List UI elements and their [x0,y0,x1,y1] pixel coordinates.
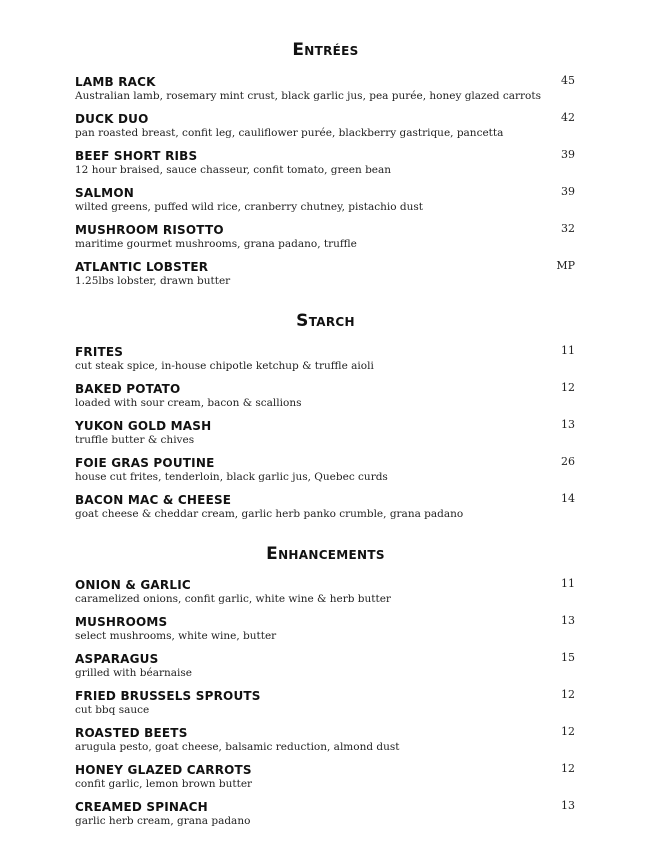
item-name: ONION & GARLIC [75,578,191,592]
menu-item-honey-glazed-carrots [75,763,575,793]
menu-item-foie-gras-poutine [75,456,575,486]
item-description: house cut frites, tenderloin, black garlic jus, Quebec curds [75,471,388,483]
item-price: 39 [561,148,575,161]
item-name: BAKED POTATO [75,382,181,396]
item-name: FRIED BRUSSELS SPROUTS [75,689,261,703]
menu-item-onion-and-garlic [75,578,575,608]
section-title-entr-es: Entrées [292,40,359,60]
item-price: 13 [561,418,575,431]
item-description: loaded with sour cream, bacon & scallions [75,397,302,409]
item-name: ATLANTIC LOBSTER [75,260,209,274]
menu-item-asparagus [75,652,575,682]
item-description: caramelized onions, confit garlic, white wine & herb butter [75,593,391,605]
item-description: truffle butter & chives [75,434,195,446]
item-name: SALMON [75,186,134,200]
item-name: CREAMED SPINACH [75,800,208,814]
item-price: 12 [561,725,575,738]
item-description: cut steak spice, in-house chipotle ketchup & truffle aioli [75,360,374,372]
menu-item-beef-short-ribs [75,149,575,179]
menu-item-bacon-mac-and-cheese [75,493,575,523]
item-description: 12 hour braised, sauce chasseur, confit tomato, green bean [75,164,392,176]
item-price: 45 [561,74,575,87]
item-description: select mushrooms, white wine, butter [75,630,277,642]
menu-item-mushrooms [75,615,575,645]
menu-item-frites [75,345,575,375]
item-price: 39 [561,185,575,198]
section-title-starch: Starch [296,311,355,331]
item-price: 12 [561,762,575,775]
menu-item-atlantic-lobster [75,260,575,290]
item-price: 12 [561,381,575,394]
item-description: goat cheese & cheddar cream, garlic herb panko crumble, grana padano [75,508,464,520]
item-price: 11 [561,577,575,590]
item-description: confit garlic, lemon brown butter [75,778,253,790]
item-name: BEEF SHORT RIBS [75,149,198,163]
menu-item-creamed-spinach [75,800,575,830]
item-name: MUSHROOM RISOTTO [75,223,224,237]
item-description: cut bbq sauce [75,704,150,716]
item-description: pan roasted breast, confit leg, cauliflower purée, blackberry gastrique, pancetta [75,127,504,139]
menu-item-baked-potato [75,382,575,412]
item-name: HONEY GLAZED CARROTS [75,763,252,777]
item-description: maritime gourmet mushrooms, grana padano, truffle [75,238,357,250]
item-description: garlic herb cream, grana padano [75,815,251,827]
item-name: DUCK DUO [75,112,149,126]
item-price: 12 [561,688,575,701]
item-description: grilled with béarnaise [75,667,192,679]
item-description: wilted greens, puffed wild rice, cranberry chutney, pistachio dust [75,201,423,213]
item-price: 15 [561,651,575,664]
menu-item-lamb-rack [75,75,575,105]
item-price: 13 [561,799,575,812]
item-name: FRITES [75,345,124,359]
item-price: 13 [561,614,575,627]
item-price: 26 [561,455,575,468]
item-description: 1.25lbs lobster, drawn butter [75,275,231,287]
item-price: 11 [561,344,575,357]
menu-item-duck-duo [75,112,575,142]
menu-item-fried-brussels-sprouts [75,689,575,719]
item-name: MUSHROOMS [75,615,168,629]
item-price: 42 [561,111,575,124]
item-name: ROASTED BEETS [75,726,188,740]
item-description: arugula pesto, goat cheese, balsamic reduction, almond dust [75,741,400,753]
item-description: Australian lamb, rosemary mint crust, black garlic jus, pea purée, honey glazed carrots [75,90,541,102]
item-name: ASPARAGUS [75,652,159,666]
item-name: YUKON GOLD MASH [75,419,212,433]
menu-item-salmon [75,186,575,216]
item-name: BACON MAC & CHEESE [75,493,232,507]
menu-item-roasted-beets [75,726,575,756]
item-price: 14 [561,492,575,505]
item-name: LAMB RACK [75,75,156,89]
item-name: FOIE GRAS POUTINE [75,456,215,470]
item-price: 32 [561,222,575,235]
menu-item-yukon-gold-mash [75,419,575,449]
menu-item-mushroom-risotto [75,223,575,253]
section-title-enhancements: Enhancements [266,544,385,564]
item-price: MP [556,259,575,272]
